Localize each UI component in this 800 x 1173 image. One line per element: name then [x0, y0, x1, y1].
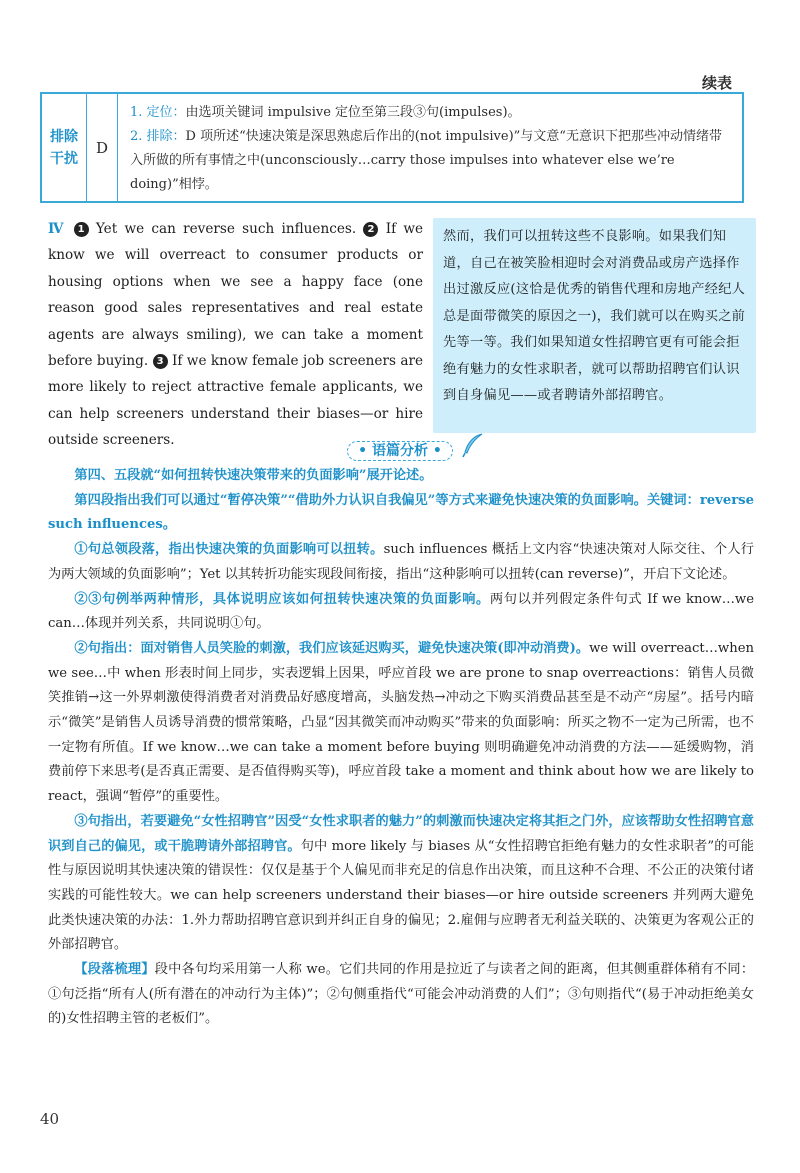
table-header-line2: 干扰 — [50, 150, 78, 167]
paragraph-summary-text: 段中各句均采用第一人称 we。它们共同的作用是拉近了与读者之间的距离，但其侧重群体稍有不同：①句泛指“所有人(所有潜在的冲动行为主体)”；②句侧重指代“可能会冲动消费的人们”；③句则指代“(易于冲动拒绝美女的)女性招聘主管的老板们”。 — [48, 962, 755, 1027]
table-header-line1: 排除 — [50, 128, 78, 145]
analysis-para4-summary-text: 第四段指出我们可以通过“暂停决策”“借助外力认识自我偏见”等方式来避免快速决策的负面影响。关键词：reverse such influences。 — [48, 492, 754, 533]
sentence-number-1: 1 — [74, 222, 89, 237]
analysis-sentence2 — [48, 637, 754, 810]
analysis-sentence23-text: 两句以并列假定条件句式 If we know…we can…体现并列关系，共同说明①句。 — [48, 591, 754, 632]
analysis-sentence3 — [48, 810, 754, 958]
point1-text: 由选项关键词 impulsive 定位至第三段③句(impulses)。 — [185, 105, 521, 120]
table-option-cell: D — [87, 94, 118, 201]
paragraph-marker: Ⅳ — [48, 221, 67, 237]
translation-box — [433, 218, 756, 433]
analysis-intro-text: 第四、五段就“如何扭转快速决策带来的负面影响”展开论述。 — [74, 468, 433, 483]
analysis-paragraph-summary — [48, 958, 754, 1032]
sentence-number-2: 2 — [363, 222, 378, 237]
point-locate — [130, 101, 732, 125]
point1-label: 1. 定位： — [130, 105, 186, 120]
analysis-sentence23 — [48, 588, 754, 637]
table-body-cell — [118, 94, 742, 201]
analysis-sentence1 — [48, 538, 754, 587]
analysis-sentence2-text: we will overreact…when we see…中 when 形表时间上同步，实表逻辑上因果，呼应首段 we are prone to snap overreactions：销售人员微笑推销→这一外界刺激使得消费者对消费品好感度增高，头脑发热→冲动之下购买消费品甚至是不动产“房屋”。括号内暗示“微笑”是销售人员诱导消费的惯常策略，凸显“因其微笑而冲动购买”带来的负面影响：所买之物不一定为己所需，也不一定物有所值。If we know…we can take a moment before buying 则明确避免冲动消费的方法——延缓购物，消费前停下来思考(是否真正需要、是否值得购买等)，呼应首段 take a moment and think about how we are likely to react，强调“暂停”的重要性。 — [48, 640, 754, 805]
analysis-sentence1-key: ①句总领段落，指出快速决策的负面影响可以扭转。 — [74, 542, 384, 558]
paragraph-summary-label: 【段落梳理】 — [74, 962, 155, 978]
sentence-2: If we know we will overreact to consumer products or housing options when we see a happy face (one reason good sales representatives and real estate agents are always smiling), we can take a moment before buying. — [48, 221, 424, 370]
analysis-sentence2-key: ②句指出：面对销售人员笑脸的刺激，我们应该延迟购买，避免快速决策(即冲动消费)。 — [74, 640, 590, 656]
analysis-section-tag — [0, 440, 800, 460]
point-exclude — [130, 125, 732, 197]
table-header-cell — [42, 94, 87, 201]
translation-text: 然而，我们可以扭转这些不良影响。如果我们知道，自己在被笑脸相迎时会对消费品或房产选择作出过激反应(这恰是优秀的销售代理和房地产经纪人总是面带微笑的原因之一)，我们就可以在购买之前先等一等。我们如果知道女性招聘官更有可能会拒绝有魅力的女性求职者，就可以帮助招聘官们认识到自身偏见——或者聘请外部招聘官。 — [443, 229, 746, 403]
analysis-para4-summary — [48, 489, 754, 538]
page-number: 40 — [40, 1110, 60, 1128]
analysis-tag-label: • 语篇分析 • — [347, 441, 453, 461]
point2-text: D 项所述“快速决策是深思熟虑后作出的(not impulsive)”与文意“无意识下把那些冲动情绪带入所做的所有事情之中(unconsciously…carry those impulses into whatever else we’re doing)”相悖。 — [130, 129, 722, 192]
continued-label: 续表 — [701, 74, 732, 92]
analysis-intro — [48, 464, 754, 489]
sentence-1: Yet we can reverse such influences. — [95, 221, 357, 237]
passage-paragraph — [48, 216, 423, 454]
analysis-sentence1-text: such influences 概括上文内容“快速决策对人际交往、个人行为两大领域的负面影响”；Yet 以其转折功能实现段间衔接，指出“这种影响可以扭转(can reverse)”，开启下文论述。 — [48, 542, 754, 582]
analysis-sentence3-key: ③句指出，若要避免“女性招聘官”因受“女性求职者的魅力”的刺激而快速决定将其拒之门外，应该帮助女性招聘官意识到自己的偏见，或干脆聘请外部招聘官。 — [48, 813, 754, 854]
analysis-sentence23-key: ②③句例举两种情形，具体说明应该如何扭转快速决策的负面影响。 — [74, 591, 490, 607]
analysis-body — [48, 464, 754, 1032]
point2-label: 2. 排除： — [130, 129, 186, 144]
quill-icon — [460, 432, 486, 458]
sentence-number-3: 3 — [153, 354, 168, 369]
elimination-table — [40, 92, 744, 203]
sentence-3: If we know female job screeners are more likely to reject attractive female applicants, we can help screeners understand their biases—or hire outside screeners. — [48, 353, 423, 449]
analysis-sentence3-text: 句中 more likely 与 biases 从“女性招聘官拒绝有魅力的女性求职者”的可能性与原因说明其快速决策的错误性：仅仅是基于个人偏见而非充足的信息作出决策，而且这种不合理、不公正的决策付诸实践的可能性较大。we can help screeners understand their biases—or hire outside screeners 并列两大避免此类快速决策的办法：1.外力帮助招聘官意识到并纠正自身的偏见；2.雇佣与应聘者无利益关联的、决策更为客观公正的外部招聘官。 — [48, 838, 754, 953]
